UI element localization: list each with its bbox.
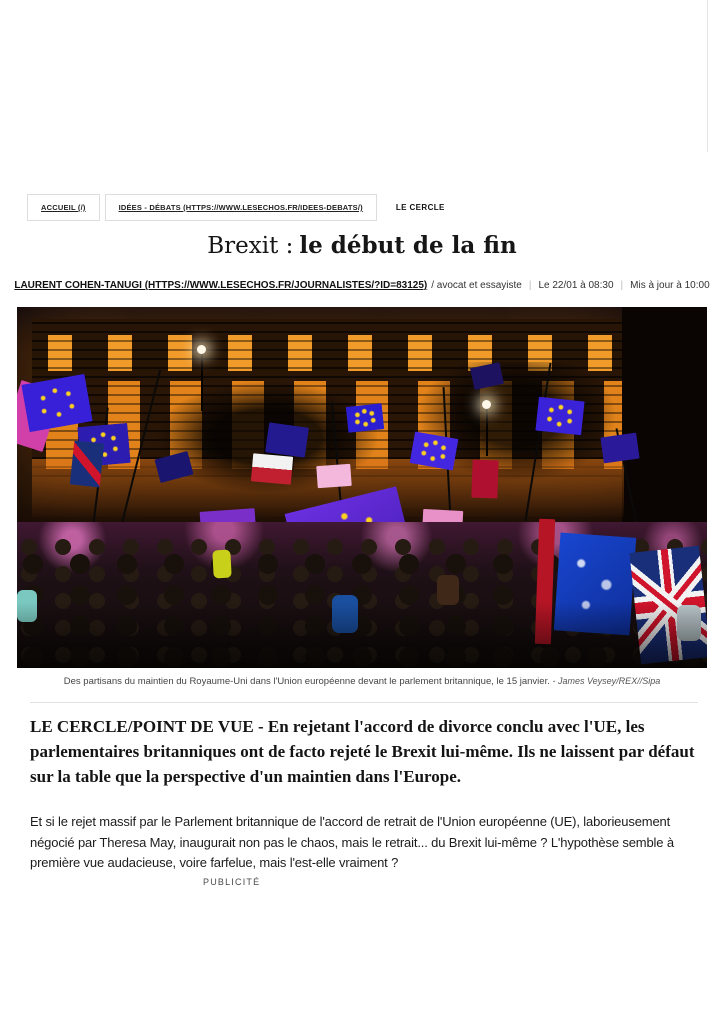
union-jack-flag xyxy=(70,441,104,488)
published-timestamp: Le 22/01 à 08:30 xyxy=(538,280,614,291)
byline-separator: | xyxy=(528,280,532,291)
blue-flag xyxy=(600,433,639,464)
photo-vignette xyxy=(17,602,707,668)
updated-timestamp: Mis à jour à 10:00 xyxy=(630,280,710,291)
breadcrumb xyxy=(27,194,445,221)
eu-flag xyxy=(346,403,385,433)
welsh-flag xyxy=(251,453,293,484)
breadcrumb-link-idees-debats[interactable]: IDÉES - DÉBATS (HTTPS://WWW.LESECHOS.FR/IDEES-DEBATS/) xyxy=(105,194,377,221)
author-role: / avocat et essayiste xyxy=(431,280,522,291)
dark-building-silhouette xyxy=(622,307,707,522)
page-edge-rule xyxy=(707,0,708,152)
byline xyxy=(0,280,724,291)
street-lamp xyxy=(482,400,491,409)
breadcrumb-current-le-cercle: LE CERCLE xyxy=(395,203,445,212)
street-lamp-post xyxy=(201,353,203,411)
article-lead: LE CERCLE/POINT DE VUE - En rejetant l'accord de divorce conclu avec l'UE, les parlementaires britanniques ont de facto rejeté le Brexit lui-même. Ils ne laissent par défaut sur la table que la perspective d'un maintien dans l'Europe. xyxy=(30,717,695,786)
breadcrumb-link-accueil[interactable]: ACCUEIL (/) xyxy=(27,194,100,221)
pink-placard xyxy=(316,464,351,488)
red-sign xyxy=(471,460,498,499)
author-link[interactable]: LAURENT COHEN-TANUGI (HTTPS://WWW.LESECHOS.FR/JOURNALISTES/?ID=83125) xyxy=(14,280,428,291)
crowd-person xyxy=(437,575,459,605)
hi-vis-jacket-person xyxy=(212,550,231,579)
article-body-paragraph: Et si le rejet massif par le Parlement britannique de l'accord de retrait de l'Union européenne (UE), laborieusement négocié par Theresa May, inaugurait non pas le chaos, mais le retrait... du Brexit lui-même ? L'hypothèse semble à première vue audacieuse, voire farfelue, mais l'est-elle vraiment ? xyxy=(30,814,674,870)
eu-flag xyxy=(535,397,584,436)
byline-separator: | xyxy=(620,280,624,291)
blue-flag xyxy=(265,422,309,457)
ad-label: PUBLICITÉ xyxy=(203,877,261,887)
photo-credit: - James Veysey/REX//Sipa xyxy=(552,676,661,686)
photo-caption xyxy=(0,676,724,687)
section-divider xyxy=(30,702,698,703)
photo-caption-text: Des partisans du maintien du Royaume-Uni dans l'Union européenne devant le parlement britannique, le 15 janvier. xyxy=(63,676,550,687)
page-title-prefix: Brexit : xyxy=(207,233,294,259)
page-title-emphasis: le début de la fin xyxy=(299,232,517,259)
page-title xyxy=(0,232,724,259)
article-photo xyxy=(17,307,707,668)
street-lamp-post xyxy=(486,408,488,456)
street-lamp xyxy=(197,345,206,354)
